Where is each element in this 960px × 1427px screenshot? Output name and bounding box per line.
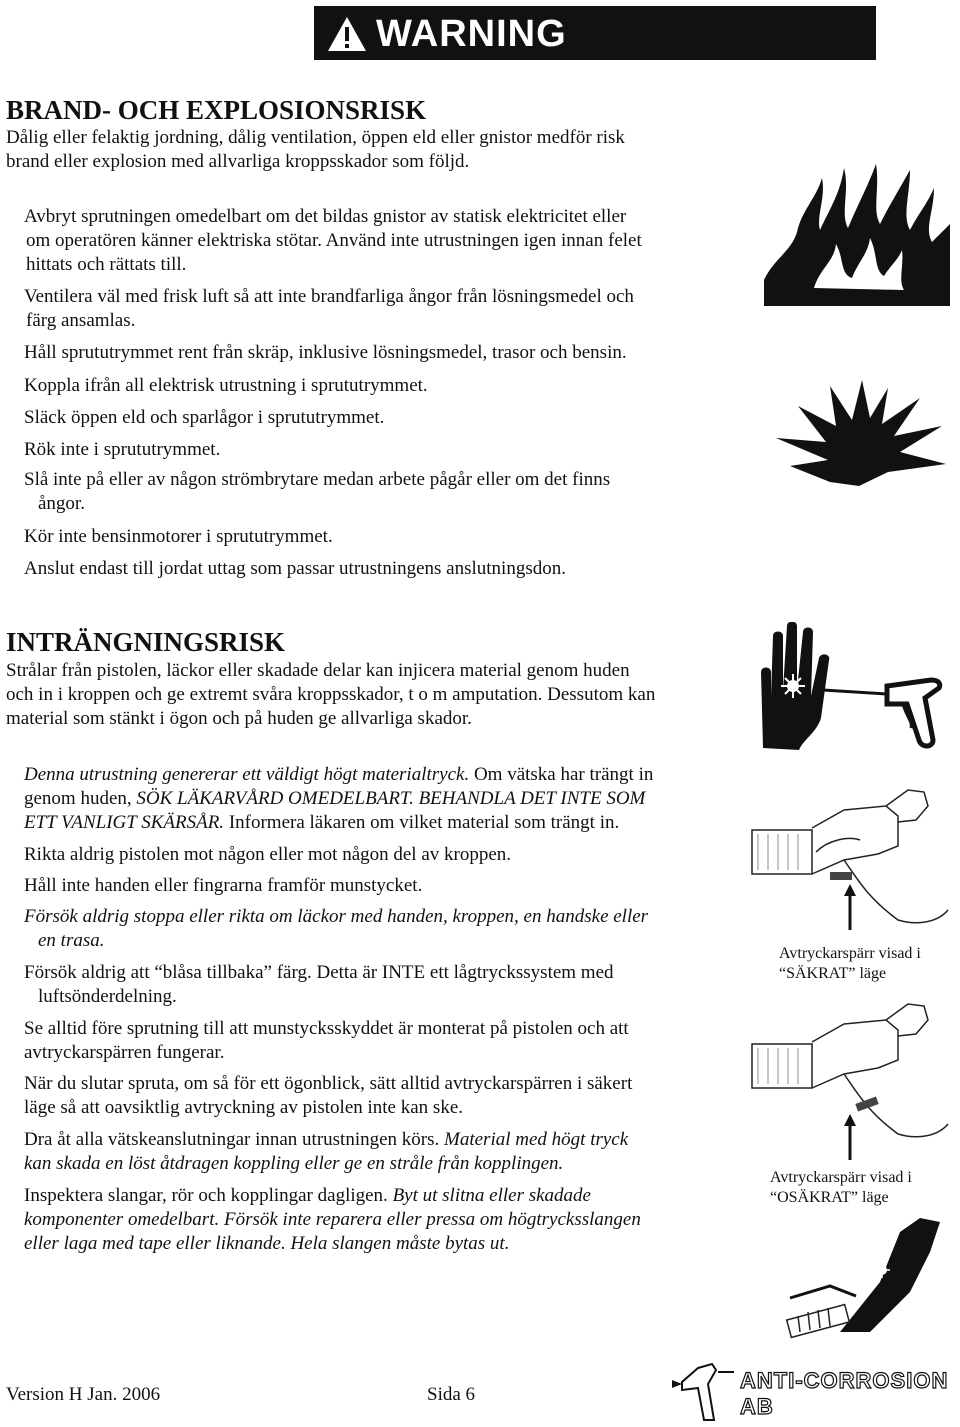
normal-text: Informera läkaren om vilket material som trängt in.: [224, 812, 620, 833]
company-logo: ANTI-CORROSION AB: [740, 1368, 949, 1419]
italic-text: komponenter omedelbart. Försök inte reparera eller pressa om högtrycksslangen: [24, 1209, 641, 1230]
injection-item: [24, 1128, 718, 1176]
item-line: färg ansamlas.: [26, 310, 136, 331]
normal-text: Om vätska har trängt in: [469, 764, 654, 785]
item-line: Ventilera väl med frisk luft så att inte brandfarliga ångor från lösningsmedel och: [24, 286, 634, 307]
fire-intro: [6, 126, 625, 174]
item-line: hittats och rättats till.: [26, 254, 187, 275]
item-line: en trasa.: [38, 930, 105, 951]
item-line: avtryckarspärren fungerar.: [24, 1042, 225, 1063]
footer-version: Version H Jan. 2006: [6, 1384, 161, 1405]
spray-gun-logo-icon: [668, 1362, 738, 1424]
fire-item: Koppla ifrån all elektrisk utrustning i sprututrymmet.: [24, 375, 428, 396]
injection-item: [24, 1072, 718, 1120]
caption-line: “OSÄKRAT” läge: [770, 1189, 889, 1206]
warning-triangle-icon: [326, 15, 368, 53]
item-line: När du slutar spruta, om så för ett ögonblick, sätt alltid avtryckarspärren i säkert: [24, 1073, 633, 1094]
fire-item: Rök inte i sprututrymmet.: [24, 439, 221, 460]
caption-line: Avtryckarspärr visad i: [770, 1169, 912, 1186]
normal-text: Inspektera slangar, rör och kopplingar dagligen.: [24, 1185, 393, 1206]
item-line: Försök aldrig stoppa eller rikta om läckor med handen, kroppen, en handske eller: [24, 906, 649, 927]
hand-injection-icon: [755, 622, 951, 756]
hand-nozzle-icon: [770, 1212, 950, 1352]
injection-item: [24, 905, 718, 953]
injection-item: Håll inte handen eller fingrarna framför munstycket.: [24, 875, 423, 896]
caption-line: “SÄKRAT” läge: [779, 965, 887, 982]
intro-line: Strålar från pistolen, läckor eller skadade delar kan injicera material genom huden: [6, 660, 630, 681]
caption-line: Avtryckarspärr visad i: [779, 945, 921, 962]
item-line: Försök aldrig att “blåsa tillbaka” färg. Detta är INTE ett lågtryckssystem med: [24, 962, 614, 983]
italic-text: Denna utrustning genererar ett väldigt högt materialtryck.: [24, 764, 470, 785]
fire-item: [24, 285, 716, 333]
item-line: luftsönderdelning.: [38, 986, 177, 1007]
item-line: Avbryt sprutningen omedelbart om det bildas gnistor av statisk elektricitet eller: [24, 206, 627, 227]
caption-safe: [779, 944, 921, 984]
explosion-icon: [770, 378, 948, 488]
normal-text: Dra åt alla vätskeanslutningar innan utrustningen körs.: [24, 1129, 445, 1150]
flame-icon: [764, 158, 950, 308]
injection-item: [24, 961, 718, 1009]
item-line: Slå inte på eller av någon strömbrytare medan arbete pågår eller om det finns: [24, 469, 611, 490]
fire-heading: BRAND- OCH EXPLOSIONSRISK: [6, 95, 427, 125]
fire-intro-line: Dålig eller felaktig jordning, dålig ventilation, öppen eld eller gnistor medför risk: [6, 127, 625, 148]
injection-item: [24, 1184, 718, 1256]
fire-item: [24, 468, 716, 516]
italic-text: ETT VANLIGT SKÄRSÅR.: [24, 812, 225, 833]
footer-page: Sida 6: [427, 1384, 476, 1405]
italic-text: SÖK LÄKARVÅRD OMEDELBART. BEHANDLA DET INTE SOM: [136, 788, 646, 809]
injection-intro: [6, 659, 718, 731]
item-line: ångor.: [38, 493, 85, 514]
italic-text: Material med högt tryck: [444, 1129, 629, 1150]
intro-line: och in i kroppen och ge extremt svåra kroppsskador, t o m amputation. Dessutom kan: [6, 684, 656, 705]
item-line: Se alltid före sprutning till att munstycksskyddet är monterat på pistolen och att: [24, 1018, 629, 1039]
italic-text: Byt ut slitna eller skadade: [392, 1185, 591, 1206]
fire-intro-line: brand eller explosion med allvarliga kroppsskador som följd.: [6, 151, 470, 172]
injection-item: [24, 763, 718, 835]
fire-item: Kör inte bensinmotorer i sprututrymmet.: [24, 526, 333, 547]
caption-unsafe: [770, 1168, 912, 1208]
injection-item: [24, 1017, 718, 1065]
fire-item: [24, 205, 716, 277]
injection-heading: INTRÄNGNINGSRISK: [6, 627, 286, 657]
fire-item: Släck öppen eld och sparlågor i sprututrymmet.: [24, 407, 385, 428]
item-line: läge så att oavsiktlig avtryckning av pistolen inte kan ske.: [24, 1097, 464, 1118]
fire-item: Håll sprututrymmet rent från skräp, inklusive lösningsmedel, trasor och bensin.: [24, 342, 627, 363]
italic-text: kan skada en löst åtdragen koppling eller ge en stråle från kopplingen.: [24, 1153, 564, 1174]
italic-text: eller laga med tape eller liknande. Hela slangen måste bytas ut.: [24, 1233, 510, 1254]
gun-trigger-safe-illustration: [748, 770, 954, 930]
intro-line: material som stänkt i ögon och på huden ge allvarliga skador.: [6, 708, 472, 729]
warning-title: WARNING: [376, 13, 567, 55]
item-line: om operatören känner elektriska stötar. Använd inte utrustningen igen innan felet: [26, 230, 642, 251]
fire-item: Anslut endast till jordat uttag som passar utrustningens anslutningsdon.: [24, 558, 566, 579]
gun-trigger-unsafe-illustration: [748, 1000, 954, 1160]
normal-text: genom huden,: [24, 788, 137, 809]
injection-item: Rikta aldrig pistolen mot någon eller mot någon del av kroppen.: [24, 844, 512, 865]
warning-banner: [314, 6, 876, 60]
